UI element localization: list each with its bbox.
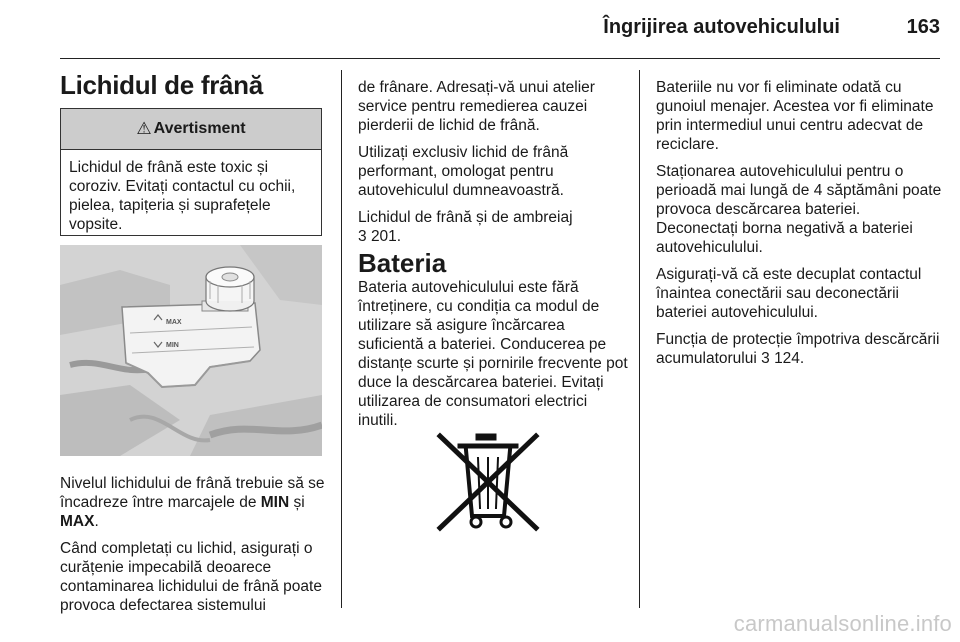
- paragraph-brake-system: de frânare. Adresați-vă unui atelier service pentru remedierea cauzei pierderii de lichid de frână.: [358, 79, 595, 134]
- paragraph-battery: Bateria autovehiculului este fără întreținere, cu condiția ca modul de utilizare să asigure încărcarea suficientă a bateriei. Conducerea pe distanțe scurte și pornirile frecvente pot duce la descărcarea bateriei. Evitați utilizarea de consumatori electrici inutili.: [358, 279, 628, 429]
- reference-arrow-icon: 3: [761, 350, 770, 367]
- paragraph-fluid-reference: Lichidul de frână și de ambreiaj 3 201.: [358, 209, 573, 245]
- paragraph-ignition: Asigurați-vă că este decuplat contactul înaintea conectării sau deconectării bateriei autovehiculului.: [656, 266, 922, 321]
- header-rule: [60, 58, 940, 59]
- warning-box: [60, 108, 322, 236]
- crossed-bin-recycling-icon: [432, 428, 544, 536]
- reference-page-link[interactable]: 124.: [774, 350, 805, 367]
- warning-triangle-icon: ⚠: [136, 119, 152, 138]
- battery-title: Bateria: [358, 248, 447, 278]
- paragraph-topping-up: Când completați cu lichid, asigurați o curățenie impecabilă deoarece contaminarea lichidului de frână poate provoca defectarea sistemului: [60, 540, 322, 614]
- warning-text: Lichidul de frână este toxic și coroziv. Evitați contactul cu ochii, pielea, tapițeria și suprafețele vopsite.: [69, 159, 296, 233]
- column-3-text: [656, 78, 946, 376]
- warning-header: [61, 109, 321, 150]
- brake-fluid-reservoir-photo: [60, 245, 322, 456]
- reference-page-link[interactable]: 201.: [370, 228, 402, 245]
- paragraph-parking: Staționarea autovehiculului pentru o perioadă mai lungă de 4 săptămâni poate provoca descărcarea bateriei. Deconectați borna negativă a bateriei autovehiculului.: [656, 163, 942, 256]
- reservoir-label-min: MIN: [166, 342, 179, 349]
- paragraph-battery-disposal: Bateriile nu vor fi eliminate odată cu gunoiul menajer. Acestea vor fi eliminate prin intermediul unui centru adecvat de reciclare.: [656, 79, 934, 153]
- paragraph-use-fluid: Utilizați exclusiv lichid de frână performant, omologat pentru autovehiculul dumneavoastră.: [358, 144, 569, 199]
- reservoir-label-max: MAX: [166, 319, 182, 326]
- page-number: 163: [906, 16, 940, 38]
- paragraph-discharge-protection: Funcția de protecție împotriva descărcării acumulatorului 3 124.: [656, 331, 940, 367]
- running-header-title: Îngrijirea autovehiculului: [603, 16, 840, 38]
- watermark: carmanualsonline.info: [733, 611, 952, 636]
- column-1-text: [60, 474, 330, 623]
- max-mark: MAX: [60, 513, 95, 530]
- column-divider-1: [341, 70, 342, 608]
- column-divider-2: [639, 70, 640, 608]
- paragraph-fluid-level: Nivelul lichidului de frână trebuie să se încadreze între marcajele de MIN și MAX.: [60, 475, 325, 530]
- warning-title: Avertisment: [153, 120, 246, 137]
- min-mark: MIN: [260, 494, 290, 511]
- section-title: Lichidul de frână: [60, 70, 263, 100]
- reference-arrow-icon: 3: [358, 228, 367, 245]
- column-2-text: [358, 78, 630, 438]
